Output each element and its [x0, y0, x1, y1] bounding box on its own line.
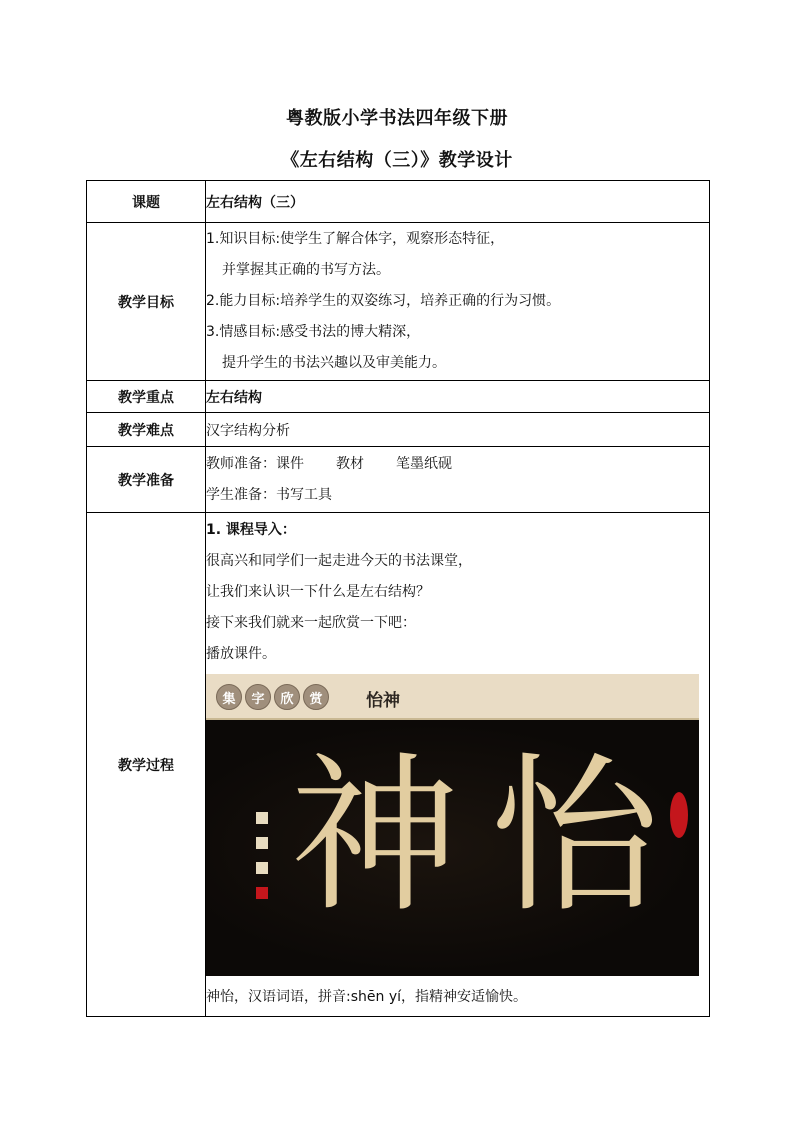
decor-square: [256, 862, 268, 874]
slide-badge: 字: [245, 684, 271, 710]
document-subtitle: 《左右结构（三）》教学设计: [281, 150, 513, 171]
slide-badge-row: [216, 684, 329, 710]
goals-cell: [206, 223, 710, 381]
process-line: 让我们来认识一下什么是左右结构？: [206, 584, 430, 600]
calligraphy-glyph: 怡: [490, 738, 661, 936]
slide-caption: 怡神: [366, 691, 400, 711]
calligraphy-board: [210, 722, 699, 974]
goal-line: 3.情感目标:感受书法的博大精深，: [206, 324, 421, 340]
teacher-prep-item: 笔墨纸砚: [396, 455, 452, 472]
row-label-difficulty: 教学难点: [87, 413, 206, 447]
document-title: 粤教版小学书法四年级下册: [286, 108, 508, 129]
teacher-prep-item: 教材: [336, 455, 364, 472]
decor-square: [256, 837, 268, 849]
row-label-topic: 课题: [87, 181, 206, 223]
process-footer: 神怡，汉语词语，拼音:shēn yí，指精神安适愉快。: [206, 989, 527, 1005]
topic-value: 左右结构（三）: [206, 181, 710, 223]
slide-badge: 赏: [303, 684, 329, 710]
student-prep-line: 学生准备：书写工具: [206, 486, 332, 503]
slide-header: [206, 674, 699, 720]
prep-cell: [206, 447, 710, 513]
table-row-topic: [87, 181, 710, 223]
slide-badge: 欣: [274, 684, 300, 710]
row-label-process: 教学过程: [87, 513, 206, 1017]
row-label-prep: 教学准备: [87, 447, 206, 513]
table-row-key-point: [87, 381, 710, 413]
calligraphy-slide-image: [206, 674, 699, 976]
table-row-goals: [87, 223, 710, 381]
process-line: 接下来我们就来一起欣赏一下吧：: [206, 615, 416, 631]
decor-square-red: [256, 887, 268, 899]
teacher-prep-line: [206, 449, 709, 480]
goal-line: 提升学生的书法兴趣以及审美能力。: [222, 355, 446, 371]
process-cell: [206, 513, 710, 1017]
calligraphy-glyph: 神: [290, 738, 461, 936]
slide-badge: 集: [216, 684, 242, 710]
process-line: 播放课件。: [206, 646, 276, 662]
goal-line: 1.知识目标:使学生了解合体字，观察形态特征，: [206, 231, 505, 247]
table-row-difficulty: [87, 413, 710, 447]
row-label-goals: 教学目标: [87, 223, 206, 381]
key-point-value: 左右结构: [206, 381, 710, 413]
teacher-prep-item: 课件: [276, 455, 304, 472]
lesson-plan-table: [86, 180, 710, 1017]
decor-square: [256, 812, 268, 824]
goal-line: 并掌握其正确的书写方法。: [222, 262, 390, 278]
table-row-prep: [87, 447, 710, 513]
process-heading: 1. 课程导入：: [206, 522, 296, 538]
teacher-prep-prefix: 教师准备：: [206, 455, 276, 472]
difficulty-value: 汉字结构分析: [206, 413, 710, 447]
table-row-process: [87, 513, 710, 1017]
goal-line: 2.能力目标:培养学生的双姿练习，培养正确的行为习惯。: [206, 293, 561, 309]
seal-mark: [670, 792, 688, 838]
row-label-key-point: 教学重点: [87, 381, 206, 413]
process-line: 很高兴和同学们一起走进今天的书法课堂，: [206, 553, 472, 569]
